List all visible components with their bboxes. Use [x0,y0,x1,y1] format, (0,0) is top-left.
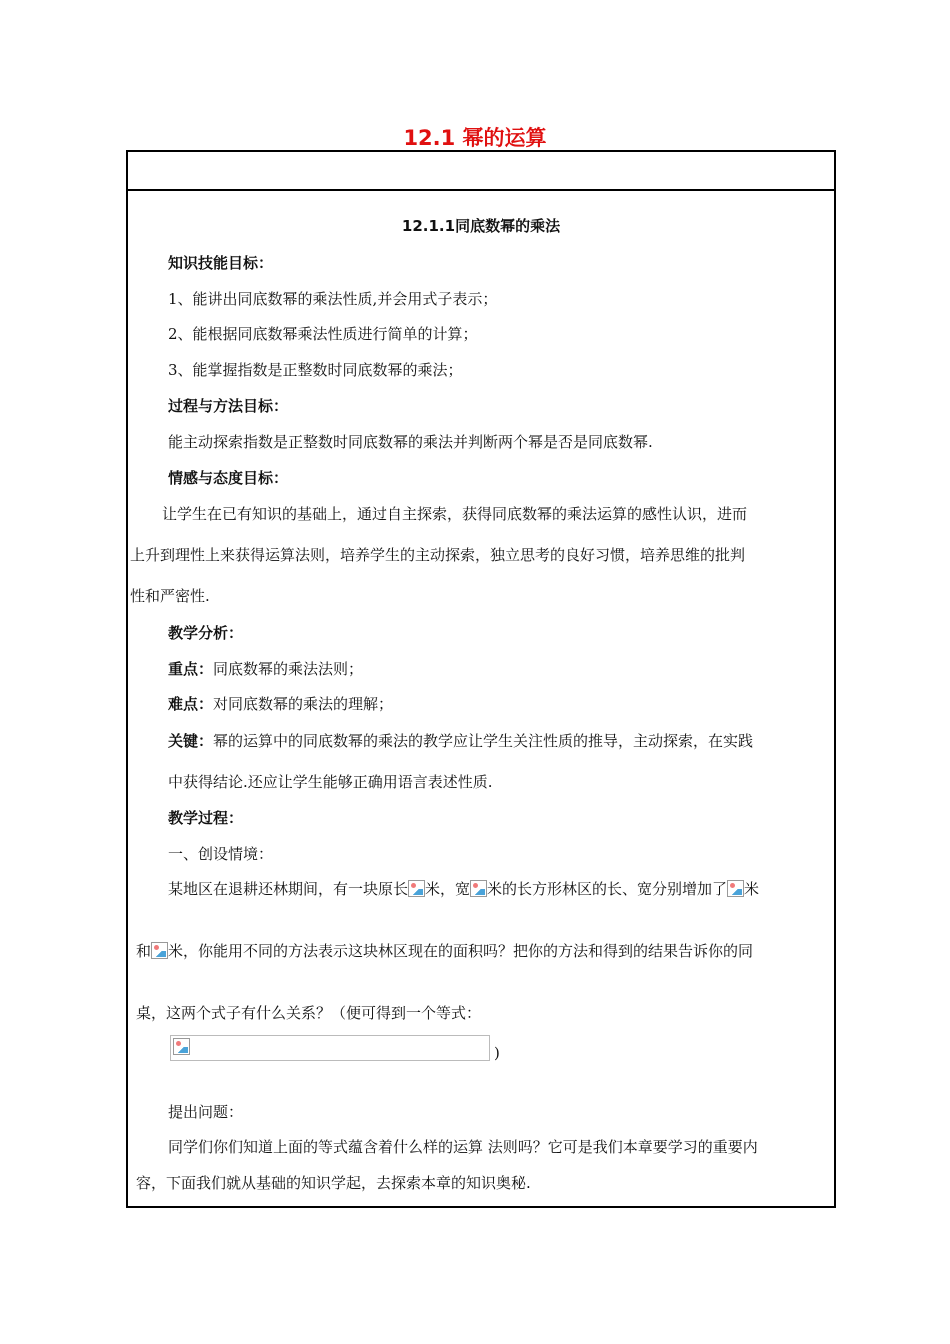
problem-text-a: 某地区在退耕还林期间，有一块原长 [168,880,409,898]
knowledge-item-1: 1、能讲出同底数幂的乘法性质,并会用式子表示； [168,290,498,308]
formula-image-icon [470,880,487,897]
ask-heading: 提出问题： [168,1103,244,1121]
difficulty-label: 难点： [168,695,214,713]
focus-label: 重点： [168,660,214,678]
table-header-row [128,152,834,191]
problem-text-b: 米，宽 [425,880,471,898]
heading-process: 过程与方法目标： [168,397,289,415]
knowledge-item-2: 2、能根据同底数幂乘法性质进行简单的计算； [168,325,478,343]
heading-emotion: 情感与态度目标： [168,469,289,487]
process-text: 能主动探索指数是正整数时同底数幂的乘法并判断两个幂是否是同底数幂. [168,433,653,451]
key-label: 关键： [168,732,214,750]
formula-close-paren: ) [494,1044,500,1062]
key-line-1 [168,731,753,751]
difficulty-line [168,694,393,714]
formula-image-box [170,1035,490,1061]
heading-teaching: 教学过程： [168,809,244,827]
problem-line-2 [136,941,753,961]
key-line-2: 中获得结论.还应让学生能够正确用语言表述性质. [168,773,493,791]
section-subtitle: 12.1.1同底数幂的乘法 [401,217,561,235]
focus-line [168,659,363,679]
content-table [126,150,836,1208]
heading-analysis: 教学分析： [168,624,244,642]
problem-line-3: 桌，这两个式子有什么关系？（便可得到一个等式： [136,1004,482,1022]
document-title: 12.1 幂的运算 [403,126,547,150]
emotion-line-3: 性和严密性. [130,587,210,605]
key-text-1: 幂的运算中的同底数幂的乘法的教学应让学生关注性质的推导，主动探索，在实践 [213,732,754,750]
problem-line-1 [168,879,759,899]
question-line-2: 容，下面我们就从基础的知识学起，去探索本章的知识奥秘. [136,1174,531,1192]
question-line-1: 同学们你们知道上面的等式蕴含着什么样的运算 法则吗？它可是我们本章要学习的重要内 [168,1138,758,1156]
formula-image-icon [151,942,168,959]
problem-text-c: 米的长方形林区的长、宽分别增加了 [487,880,728,898]
emotion-line-2: 上升到理性上来获得运算法则，培养学生的主动探索，独立思考的良好习惯，培养思维的批判 [130,546,746,564]
formula-image-icon [727,880,744,897]
formula-image-icon [408,880,425,897]
problem-text-e: 和 [136,942,152,960]
formula-image-icon [173,1038,190,1055]
difficulty-text: 对同底数幂的乘法的理解； [213,695,394,713]
table-body-cell [128,191,834,1206]
emotion-line-1: 让学生在已有知识的基础上，通过自主探索，获得同底数幂的乘法运算的感性认识，进而 [162,505,748,523]
knowledge-item-3: 3、能掌握指数是正整数时同底数幂的乘法； [168,361,463,379]
scene-heading: 一、创设情境： [168,845,274,863]
heading-knowledge: 知识技能目标： [168,254,274,272]
problem-text-f: 米，你能用不同的方法表示这块林区现在的面积吗？把你的方法和得到的结果告诉你的同 [168,942,754,960]
focus-text: 同底数幂的乘法法则； [213,660,364,678]
problem-text-d: 米 [744,880,760,898]
